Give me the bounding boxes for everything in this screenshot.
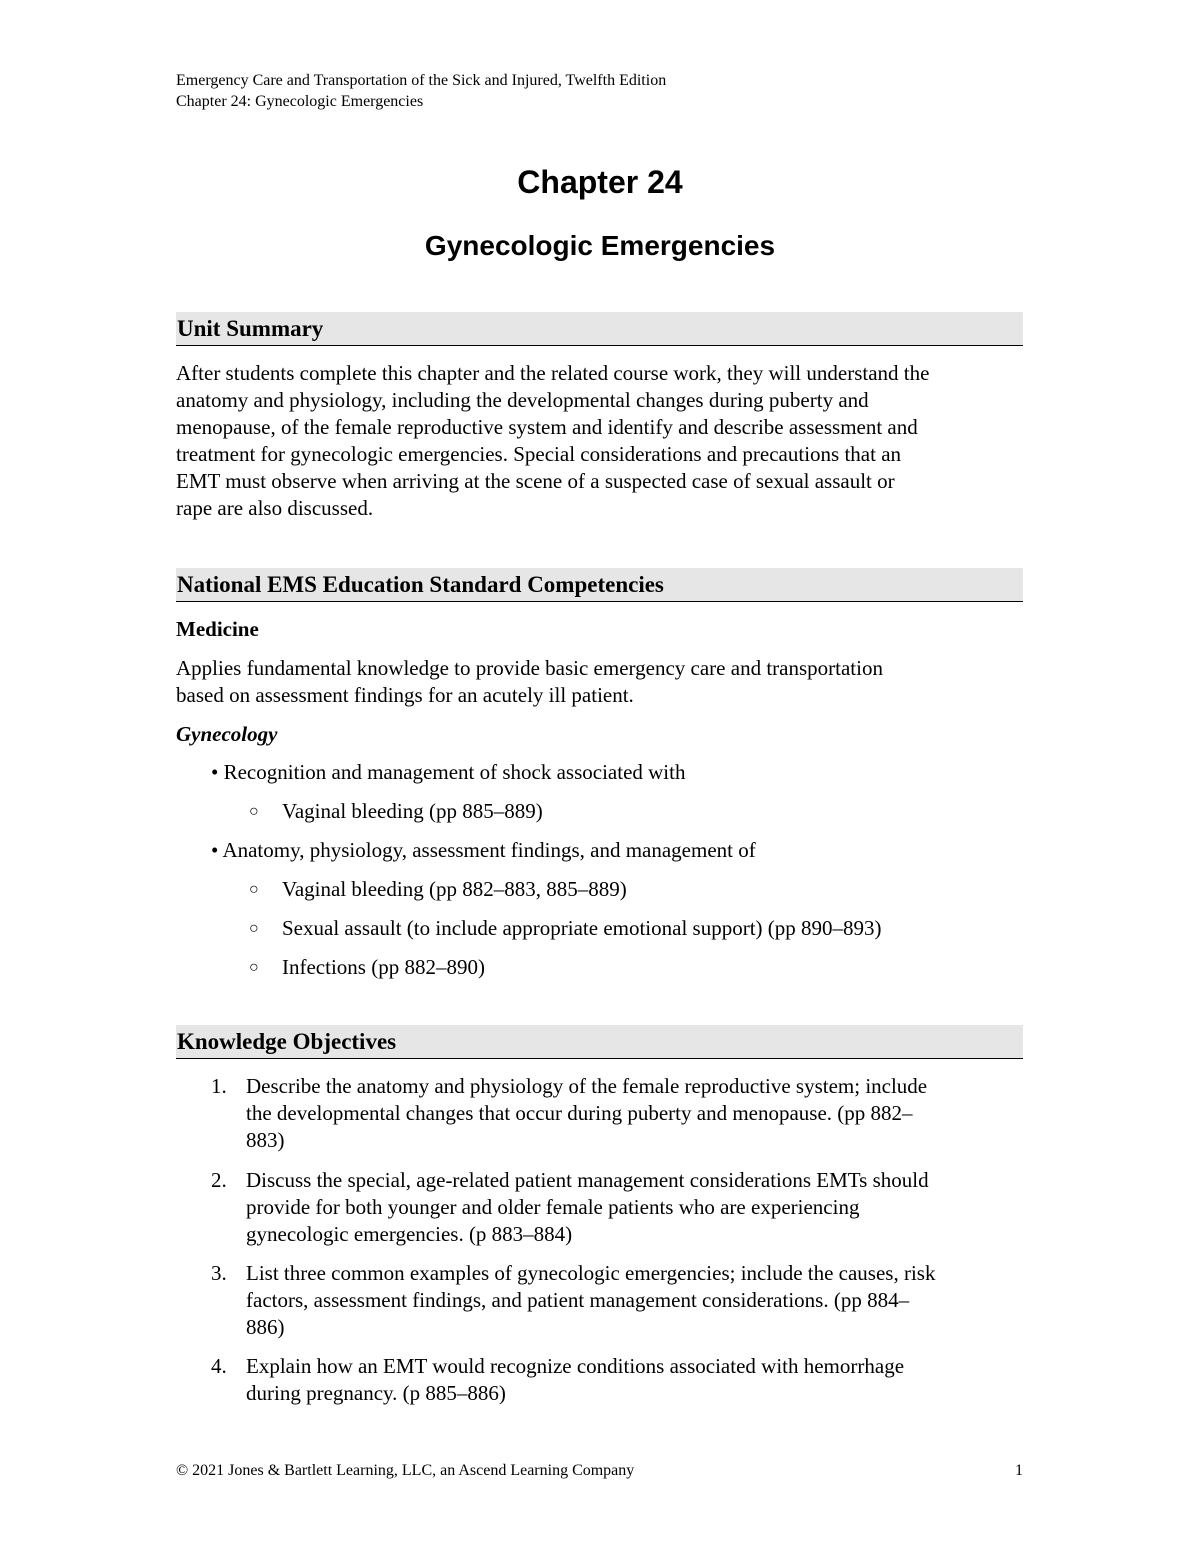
header-book-title: Emergency Care and Transportation of the Sick and Injured, Twelfth Edition [176, 72, 667, 89]
objectives-heading: Knowledge Objectives [176, 1025, 1023, 1059]
chapter-title: Chapter 24 [517, 164, 683, 200]
objective-number: 1. [211, 1074, 227, 1098]
summary-line: treatment for gynecologic emergencies. Special considerations and precautions that an [176, 442, 902, 466]
objective-number: 4. [211, 1354, 227, 1378]
objective-line: Discuss the special, age-related patient management considerations EMTs should [246, 1168, 929, 1192]
header-chapter: Chapter 24: Gynecologic Emergencies [176, 93, 424, 110]
summary-line: After students complete this chapter and the related course work, they will understand the [176, 361, 930, 385]
sub-bullet-text: Vaginal bleeding (pp 882–883, 885–889) [282, 877, 627, 901]
bullet-item: • Recognition and management of shock associated with [211, 760, 686, 784]
unit-summary-heading: Unit Summary [176, 312, 1023, 346]
summary-line: rape are also discussed. [176, 496, 374, 520]
sub-bullet-text: Infections (pp 882–890) [282, 955, 485, 979]
objective-line: the developmental changes that occur during puberty and menopause. (pp 882– [246, 1101, 913, 1125]
objective-number: 3. [211, 1261, 227, 1285]
copyright-notice: © 2021 Jones & Bartlett Learning, LLC, an Ascend Learning Company [176, 1462, 635, 1479]
circle-bullet-icon: ○ [249, 803, 259, 820]
objective-line: gynecologic emergencies. (p 883–884) [246, 1222, 573, 1246]
medicine-text [176, 655, 1036, 709]
objective-line: factors, assessment findings, and patient management considerations. (pp 884– [246, 1288, 910, 1312]
sub-bullet-item [249, 876, 627, 903]
objective-line: Explain how an EMT would recognize conditions associated with hemorrhage [246, 1354, 905, 1378]
page-number: 1 [1015, 1462, 1023, 1479]
competencies-heading: National EMS Education Standard Competencies [176, 568, 1023, 602]
summary-line: menopause, of the female reproductive system and identify and describe assessment and [176, 415, 918, 439]
page-footer [176, 1462, 1023, 1480]
objective-text [246, 1353, 1026, 1407]
medicine-label: Medicine [176, 617, 259, 641]
sub-bullet-text: Vaginal bleeding (pp 885–889) [282, 799, 543, 823]
summary-line: EMT must observe when arriving at the scene of a suspected case of sexual assault or [176, 469, 895, 493]
objective-text [246, 1260, 1026, 1341]
objective-line: Describe the anatomy and physiology of the female reproductive system; include [246, 1074, 928, 1098]
summary-line: anatomy and physiology, including the developmental changes during puberty and [176, 388, 869, 412]
circle-bullet-icon: ○ [249, 959, 259, 976]
medicine-line: based on assessment findings for an acutely ill patient. [176, 683, 634, 707]
running-header [176, 70, 666, 112]
sub-bullet-item [249, 798, 543, 825]
objective-line: List three common examples of gynecologic emergencies; include the causes, risk [246, 1261, 936, 1285]
objective-line: provide for both younger and older female patients who are experiencing [246, 1195, 860, 1219]
objective-line: 883) [246, 1128, 285, 1152]
sub-bullet-item [249, 915, 882, 942]
bullet-item: • Anatomy, physiology, assessment findings, and management of [211, 838, 756, 862]
gynecology-label: Gynecology [176, 722, 278, 746]
circle-bullet-icon: ○ [249, 881, 259, 898]
objective-text [246, 1167, 1026, 1248]
unit-summary-text [176, 360, 1036, 522]
sub-bullet-text: Sexual assault (to include appropriate emotional support) (pp 890–893) [282, 916, 882, 940]
medicine-line: Applies fundamental knowledge to provide basic emergency care and transportation [176, 656, 883, 680]
objective-number: 2. [211, 1168, 227, 1192]
objective-line: 886) [246, 1315, 285, 1339]
sub-bullet-item [249, 954, 485, 981]
chapter-subtitle: Gynecologic Emergencies [424, 230, 776, 261]
objective-line: during pregnancy. (p 885–886) [246, 1381, 506, 1405]
circle-bullet-icon: ○ [249, 920, 259, 937]
objective-text [246, 1073, 1026, 1154]
